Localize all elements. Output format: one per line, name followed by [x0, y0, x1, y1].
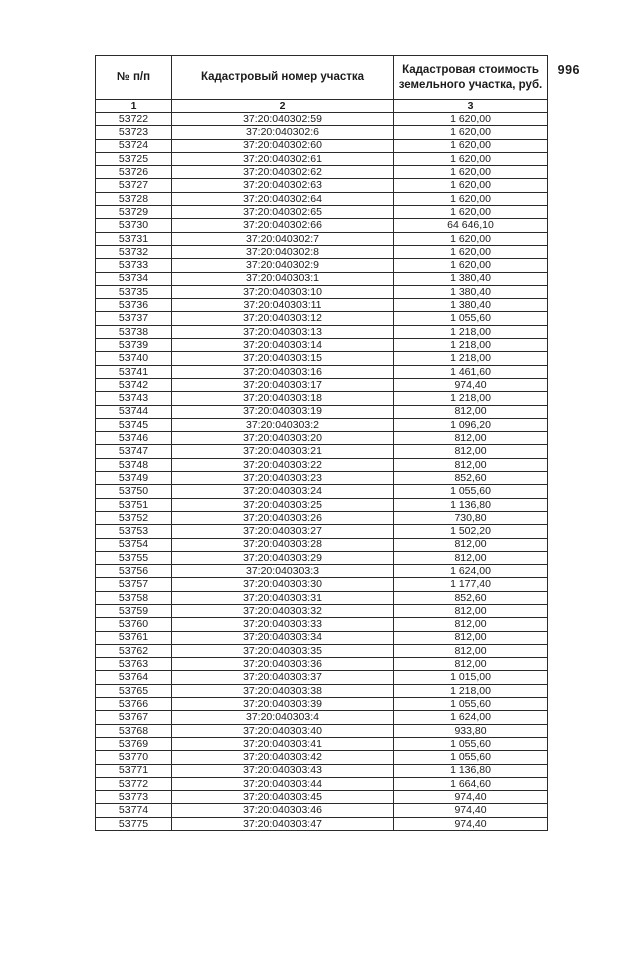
row-index-cell: 53742 — [96, 378, 172, 391]
table-row — [96, 751, 548, 764]
cadastral-value-cell: 1 218,00 — [394, 684, 548, 697]
row-index-cell: 53727 — [96, 179, 172, 192]
table-row — [96, 312, 548, 325]
cadastral-value-cell: 1 461,60 — [394, 365, 548, 378]
row-index-cell: 53767 — [96, 711, 172, 724]
cadastral-value-cell: 1 218,00 — [394, 392, 548, 405]
table-row — [96, 392, 548, 405]
cadastral-value-cell: 1 620,00 — [394, 206, 548, 219]
table-row — [96, 405, 548, 418]
table-row — [96, 684, 548, 697]
row-index-cell: 53739 — [96, 339, 172, 352]
cadastral-number-cell: 37:20:040302:65 — [172, 206, 394, 219]
cadastral-number-cell: 37:20:040302:64 — [172, 192, 394, 205]
table-row — [96, 299, 548, 312]
row-index-cell: 53765 — [96, 684, 172, 697]
row-index-cell: 53733 — [96, 259, 172, 272]
cadastral-number-cell: 37:20:040302:62 — [172, 166, 394, 179]
table-row — [96, 538, 548, 551]
table-row — [96, 804, 548, 817]
table-body — [96, 113, 548, 831]
cadastral-number-cell: 37:20:040303:12 — [172, 312, 394, 325]
table-row — [96, 179, 548, 192]
row-index-cell: 53770 — [96, 751, 172, 764]
cadastral-number-cell: 37:20:040303:36 — [172, 658, 394, 671]
cadastral-number-cell: 37:20:040303:25 — [172, 498, 394, 511]
header-cadastral-number: Кадастровый номер участка — [172, 56, 394, 100]
table-row — [96, 498, 548, 511]
table-row — [96, 232, 548, 245]
table-row — [96, 192, 548, 205]
cadastral-number-cell: 37:20:040303:26 — [172, 511, 394, 524]
cadastral-number-cell: 37:20:040303:42 — [172, 751, 394, 764]
table-row — [96, 206, 548, 219]
row-index-cell: 53774 — [96, 804, 172, 817]
table-row — [96, 565, 548, 578]
cadastral-value-cell: 730,80 — [394, 511, 548, 524]
row-index-cell: 53734 — [96, 272, 172, 285]
cadastral-number-cell: 37:20:040303:17 — [172, 378, 394, 391]
cadastral-value-cell: 1 624,00 — [394, 711, 548, 724]
row-index-cell: 53728 — [96, 192, 172, 205]
cadastral-value-cell: 812,00 — [394, 458, 548, 471]
cadastral-value-cell: 1 380,40 — [394, 272, 548, 285]
cadastral-number-cell: 37:20:040303:4 — [172, 711, 394, 724]
row-index-cell: 53748 — [96, 458, 172, 471]
table-row — [96, 817, 548, 830]
row-index-cell: 53741 — [96, 365, 172, 378]
cadastral-number-cell: 37:20:040303:24 — [172, 485, 394, 498]
cadastral-number-cell: 37:20:040303:47 — [172, 817, 394, 830]
column-number-3: 3 — [394, 100, 548, 113]
cadastral-number-cell: 37:20:040303:33 — [172, 618, 394, 631]
cadastral-number-cell: 37:20:040303:21 — [172, 445, 394, 458]
row-index-cell: 53766 — [96, 698, 172, 711]
cadastral-value-cell: 1 096,20 — [394, 418, 548, 431]
cadastral-number-cell: 37:20:040303:31 — [172, 591, 394, 604]
cadastral-number-cell: 37:20:040303:38 — [172, 684, 394, 697]
table-row — [96, 339, 548, 352]
cadastral-number-cell: 37:20:040303:15 — [172, 352, 394, 365]
cadastral-value-cell: 1 177,40 — [394, 578, 548, 591]
cadastral-number-cell: 37:20:040302:60 — [172, 139, 394, 152]
table-row — [96, 658, 548, 671]
cadastral-number-cell: 37:20:040303:20 — [172, 432, 394, 445]
table-row — [96, 458, 548, 471]
cadastral-value-cell: 1 380,40 — [394, 285, 548, 298]
cadastral-number-cell: 37:20:040303:43 — [172, 764, 394, 777]
cadastral-number-cell: 37:20:040303:13 — [172, 325, 394, 338]
table-row — [96, 737, 548, 750]
page-number: 996 — [557, 63, 580, 77]
table-row — [96, 698, 548, 711]
table-row — [96, 352, 548, 365]
table-row — [96, 378, 548, 391]
table-row — [96, 618, 548, 631]
cadastral-value-cell: 1 620,00 — [394, 245, 548, 258]
table-row — [96, 791, 548, 804]
cadastral-number-cell: 37:20:040302:7 — [172, 232, 394, 245]
row-index-cell: 53737 — [96, 312, 172, 325]
row-index-cell: 53763 — [96, 658, 172, 671]
cadastral-number-cell: 37:20:040302:63 — [172, 179, 394, 192]
cadastral-number-cell: 37:20:040303:41 — [172, 737, 394, 750]
cadastral-number-cell: 37:20:040303:29 — [172, 551, 394, 564]
cadastral-value-cell: 852,60 — [394, 472, 548, 485]
cadastral-value-cell: 812,00 — [394, 618, 548, 631]
cadastral-number-cell: 37:20:040303:2 — [172, 418, 394, 431]
cadastral-value-cell: 812,00 — [394, 432, 548, 445]
table-row — [96, 511, 548, 524]
row-index-cell: 53723 — [96, 126, 172, 139]
table-row — [96, 764, 548, 777]
row-index-cell: 53750 — [96, 485, 172, 498]
cadastral-number-cell: 37:20:040303:11 — [172, 299, 394, 312]
row-index-cell: 53754 — [96, 538, 172, 551]
row-index-cell: 53731 — [96, 232, 172, 245]
row-index-cell: 53736 — [96, 299, 172, 312]
cadastral-value-cell: 974,40 — [394, 791, 548, 804]
cadastral-number-cell: 37:20:040303:35 — [172, 644, 394, 657]
cadastral-value-cell: 1 136,80 — [394, 764, 548, 777]
table-row — [96, 418, 548, 431]
table-row — [96, 245, 548, 258]
cadastral-number-cell: 37:20:040303:3 — [172, 565, 394, 578]
table-row — [96, 644, 548, 657]
row-index-cell: 53775 — [96, 817, 172, 830]
row-index-cell: 53764 — [96, 671, 172, 684]
table-row — [96, 285, 548, 298]
cadastral-number-cell: 37:20:040303:27 — [172, 525, 394, 538]
row-index-cell: 53773 — [96, 791, 172, 804]
column-number-row — [96, 100, 548, 113]
cadastral-number-cell: 37:20:040303:32 — [172, 604, 394, 617]
cadastral-value-cell: 852,60 — [394, 591, 548, 604]
cadastral-value-cell: 812,00 — [394, 551, 548, 564]
row-index-cell: 53724 — [96, 139, 172, 152]
cadastral-value-cell: 1 620,00 — [394, 232, 548, 245]
table-row — [96, 711, 548, 724]
cadastral-value-cell: 1 055,60 — [394, 312, 548, 325]
cadastral-number-cell: 37:20:040302:6 — [172, 126, 394, 139]
row-index-cell: 53752 — [96, 511, 172, 524]
row-index-cell: 53756 — [96, 565, 172, 578]
cadastral-number-cell: 37:20:040303:45 — [172, 791, 394, 804]
table-row — [96, 365, 548, 378]
cadastral-value-cell: 1 620,00 — [394, 152, 548, 165]
row-index-cell: 53722 — [96, 113, 172, 126]
cadastral-value-cell: 812,00 — [394, 538, 548, 551]
column-number-2: 2 — [172, 100, 394, 113]
cadastral-number-cell: 37:20:040302:59 — [172, 113, 394, 126]
table-row — [96, 113, 548, 126]
cadastral-value-cell: 1 620,00 — [394, 139, 548, 152]
cadastral-value-cell: 1 620,00 — [394, 192, 548, 205]
cadastral-value-cell: 812,00 — [394, 604, 548, 617]
table-row — [96, 472, 548, 485]
cadastral-value-cell: 1 055,60 — [394, 698, 548, 711]
row-index-cell: 53726 — [96, 166, 172, 179]
row-index-cell: 53759 — [96, 604, 172, 617]
cadastral-value-cell: 1 502,20 — [394, 525, 548, 538]
row-index-cell: 53747 — [96, 445, 172, 458]
table-row — [96, 219, 548, 232]
row-index-cell: 53758 — [96, 591, 172, 604]
cadastral-value-cell: 1 218,00 — [394, 339, 548, 352]
row-index-cell: 53732 — [96, 245, 172, 258]
table-row — [96, 325, 548, 338]
table-row — [96, 445, 548, 458]
cadastral-value-cell: 1 620,00 — [394, 113, 548, 126]
table-row — [96, 724, 548, 737]
table-row — [96, 578, 548, 591]
cadastral-value-cell: 1 620,00 — [394, 166, 548, 179]
cadastral-value-cell: 812,00 — [394, 631, 548, 644]
row-index-cell: 53762 — [96, 644, 172, 657]
cadastral-value-cell: 1 620,00 — [394, 179, 548, 192]
table-row — [96, 631, 548, 644]
cadastral-value-cell: 1 620,00 — [394, 259, 548, 272]
cadastral-number-cell: 37:20:040303:40 — [172, 724, 394, 737]
cadastral-number-cell: 37:20:040302:66 — [172, 219, 394, 232]
cadastral-number-cell: 37:20:040302:9 — [172, 259, 394, 272]
table-row — [96, 166, 548, 179]
table-row — [96, 259, 548, 272]
table-row — [96, 591, 548, 604]
row-index-cell: 53730 — [96, 219, 172, 232]
cadastral-value-cell: 1 218,00 — [394, 352, 548, 365]
table-row — [96, 551, 548, 564]
table-row — [96, 432, 548, 445]
row-index-cell: 53743 — [96, 392, 172, 405]
table-row — [96, 139, 548, 152]
table-row — [96, 525, 548, 538]
table-row — [96, 485, 548, 498]
cadastral-value-cell: 974,40 — [394, 817, 548, 830]
cadastral-value-table — [95, 55, 548, 831]
row-index-cell: 53751 — [96, 498, 172, 511]
cadastral-number-cell: 37:20:040303:34 — [172, 631, 394, 644]
cadastral-number-cell: 37:20:040303:23 — [172, 472, 394, 485]
row-index-cell: 53740 — [96, 352, 172, 365]
cadastral-value-cell: 812,00 — [394, 644, 548, 657]
cadastral-number-cell: 37:20:040303:16 — [172, 365, 394, 378]
cadastral-number-cell: 37:20:040303:14 — [172, 339, 394, 352]
row-index-cell: 53769 — [96, 737, 172, 750]
row-index-cell: 53745 — [96, 418, 172, 431]
cadastral-value-cell: 812,00 — [394, 405, 548, 418]
table-header-row — [96, 56, 548, 100]
row-index-cell: 53738 — [96, 325, 172, 338]
cadastral-value-cell: 974,40 — [394, 804, 548, 817]
cadastral-value-cell: 812,00 — [394, 658, 548, 671]
cadastral-value-cell: 974,40 — [394, 378, 548, 391]
row-index-cell: 53746 — [96, 432, 172, 445]
table-row — [96, 152, 548, 165]
cadastral-value-cell: 1 620,00 — [394, 126, 548, 139]
column-number-1: 1 — [96, 100, 172, 113]
cadastral-number-cell: 37:20:040303:28 — [172, 538, 394, 551]
cadastral-number-cell: 37:20:040303:22 — [172, 458, 394, 471]
cadastral-number-cell: 37:20:040303:39 — [172, 698, 394, 711]
row-index-cell: 53753 — [96, 525, 172, 538]
cadastral-number-cell: 37:20:040303:18 — [172, 392, 394, 405]
cadastral-number-cell: 37:20:040303:44 — [172, 777, 394, 790]
row-index-cell: 53760 — [96, 618, 172, 631]
table-row — [96, 126, 548, 139]
header-cadastral-value: Кадастровая стоимость земельного участка, руб. — [394, 56, 548, 100]
row-index-cell: 53772 — [96, 777, 172, 790]
table-row — [96, 777, 548, 790]
cadastral-value-cell: 1 218,00 — [394, 325, 548, 338]
cadastral-value-cell: 1 136,80 — [394, 498, 548, 511]
cadastral-value-cell: 1 015,00 — [394, 671, 548, 684]
cadastral-number-cell: 37:20:040303:46 — [172, 804, 394, 817]
cadastral-number-cell: 37:20:040303:19 — [172, 405, 394, 418]
cadastral-number-cell: 37:20:040302:8 — [172, 245, 394, 258]
cadastral-value-cell: 1 380,40 — [394, 299, 548, 312]
cadastral-value-cell: 1 055,60 — [394, 485, 548, 498]
header-index: № п/п — [96, 56, 172, 100]
table-row — [96, 604, 548, 617]
row-index-cell: 53735 — [96, 285, 172, 298]
row-index-cell: 53761 — [96, 631, 172, 644]
cadastral-value-cell: 1 664,60 — [394, 777, 548, 790]
cadastral-value-cell: 812,00 — [394, 445, 548, 458]
row-index-cell: 53757 — [96, 578, 172, 591]
row-index-cell: 53768 — [96, 724, 172, 737]
cadastral-number-cell: 37:20:040302:61 — [172, 152, 394, 165]
row-index-cell: 53771 — [96, 764, 172, 777]
row-index-cell: 53755 — [96, 551, 172, 564]
row-index-cell: 53725 — [96, 152, 172, 165]
cadastral-value-cell: 933,80 — [394, 724, 548, 737]
table-row — [96, 671, 548, 684]
row-index-cell: 53749 — [96, 472, 172, 485]
cadastral-value-cell: 1 624,00 — [394, 565, 548, 578]
table-row — [96, 272, 548, 285]
cadastral-value-cell: 1 055,60 — [394, 751, 548, 764]
cadastral-number-cell: 37:20:040303:30 — [172, 578, 394, 591]
row-index-cell: 53744 — [96, 405, 172, 418]
cadastral-value-cell: 64 646,10 — [394, 219, 548, 232]
cadastral-number-cell: 37:20:040303:37 — [172, 671, 394, 684]
cadastral-number-cell: 37:20:040303:1 — [172, 272, 394, 285]
cadastral-number-cell: 37:20:040303:10 — [172, 285, 394, 298]
cadastral-value-cell: 1 055,60 — [394, 737, 548, 750]
row-index-cell: 53729 — [96, 206, 172, 219]
